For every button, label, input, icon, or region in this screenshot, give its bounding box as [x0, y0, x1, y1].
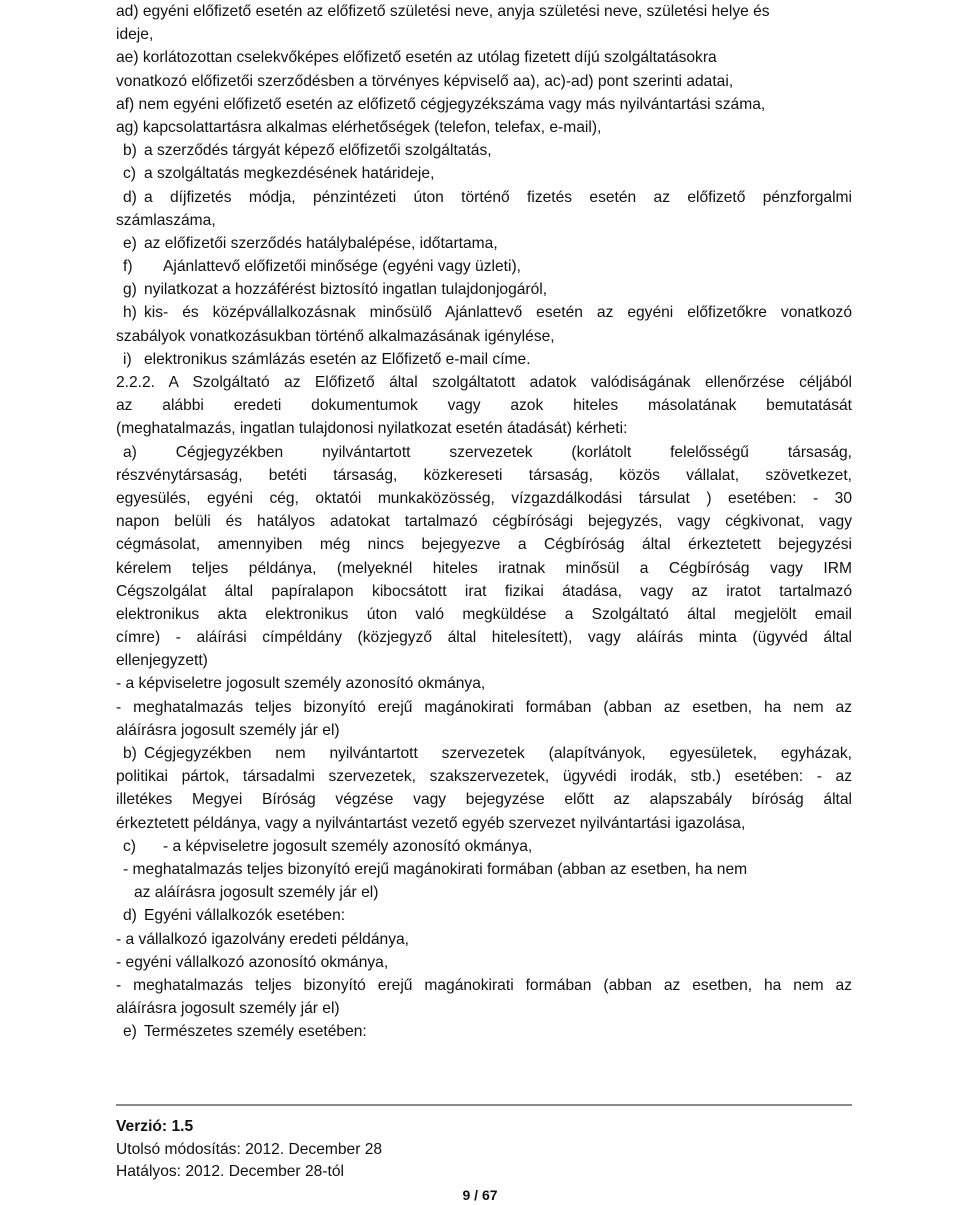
text-line: vonatkozó előfizetői szerződésben a törvényes képviselő aa), ac)-ad) pont szerinti adatai, [116, 72, 734, 90]
list-item-c [116, 162, 852, 185]
list-item-h [116, 301, 852, 324]
version-label: Verzió: 1.5 [116, 1118, 194, 1135]
text-line: ad) egyéni előfizető esetén az előfizető születési neve, anyja születési neve, születési helye és [116, 3, 770, 20]
text-line: számlaszáma, [116, 211, 216, 229]
text-line: - meghatalmazás teljes bizonyító erejű magánokirati formában (abban az esetben, ha nem az [116, 976, 852, 994]
text-line: ellenjegyzett) [116, 652, 208, 670]
text-line: szabályok vonatkozásukban történő alkalmazásának igénylése, [116, 327, 555, 345]
text-line: aláírásra jogosult személy jár el) [116, 721, 340, 739]
text-line: egyesülés, egyéni cég, oktatói munkaközösség, vízgazdálkodási társulat ) esetében: - 30 [116, 489, 852, 507]
list-text: - a képviseletre jogosult személy azonosító okmánya, [163, 837, 533, 855]
text-line: Cégszolgálat által papíralapon kibocsátott irat fizikai átadása, vagy az iratot tartalmazó [116, 582, 852, 600]
list-label: b) [123, 745, 137, 762]
list-item-i [116, 348, 852, 371]
text-line: cégmásolat, amennyiben még nincs bejegyezve a Cégbíróság által érkeztetett bejegyzési [116, 536, 852, 554]
list-label: d) [123, 188, 137, 206]
footer-divider [116, 1104, 852, 1106]
list-text: a szolgáltatás megkezdésének határideje, [144, 165, 435, 183]
list-item-b [116, 139, 852, 162]
text-line: - egyéni vállalkozó azonosító okmánya, [116, 953, 389, 971]
text-line: napon belüli és hatályos adatokat tartalmazó cégbírósági bejegyzés, vagy cégkivonat, vagy [116, 513, 852, 531]
list-label: f) [123, 258, 133, 276]
text-line: af) nem egyéni előfizető esetén az előfizető cégjegyzékszáma vagy más nyilvántartási száma, [116, 95, 766, 113]
text-line: ag) kapcsolattartásra alkalmas elérhetőségek (telefon, telefax, e-mail), [116, 118, 602, 136]
list-text: a díjfizetés módja, pénzintézeti úton történő fizetés esetén az előfizető pénzforgalmi [144, 188, 852, 206]
list-item-e2 [116, 1020, 852, 1043]
list-label: c) [123, 837, 136, 855]
text-line: - a képviseletre jogosult személy azonosító okmánya, [116, 675, 486, 693]
list-item-d [116, 186, 852, 209]
list-label: d) [123, 907, 137, 925]
page-number: 9 / 67 [462, 1187, 498, 1203]
text-line: elektronikus akta elektronikus úton való megküldése a Szolgáltató által megjelölt email [116, 605, 852, 623]
list-label: g) [123, 281, 137, 299]
text-line: az alábbi eredeti dokumentumok vagy azok hiteles másolatának bemutatását [116, 397, 852, 415]
section-2-2-2-heading: 2.2.2. A Szolgáltató az Előfizető által szolgáltatott adatok valódiságának ellenőrzése céljából [116, 374, 852, 391]
text-line: illetékes Megyei Bíróság végzése vagy bejegyzése előtt az alapszabály bíróság által [116, 791, 852, 809]
list-label: e) [123, 234, 137, 252]
list-text: elektronikus számlázás esetén az Előfizető e-mail címe. [144, 350, 531, 368]
text-line: - meghatalmazás teljes bizonyító erejű magánokirati formában (abban az esetben, ha nem az [116, 698, 852, 716]
list-item-d2 [116, 904, 852, 927]
document-body [116, 0, 852, 1043]
list-item-c2 [116, 835, 852, 858]
list-label: c) [123, 165, 136, 183]
list-label: i) [123, 350, 132, 368]
text-line: kérelem teljes példánya, (melyeknél hiteles iratnak minősül a Cégbíróság vagy IRM [116, 559, 852, 577]
text-line: részvénytársaság, betéti társaság, közkereseti társaság, közös vállalat, szövetkezet, [116, 466, 852, 484]
text-line: érkeztetett példánya, vagy a nyilvántartást vezető egyéb szervezet nyilvántartási igazolása, [116, 814, 746, 832]
list-text: Természetes személy esetében: [144, 1023, 367, 1041]
list-item-b2 [116, 742, 852, 765]
list-label: e) [123, 1023, 137, 1041]
text-line: - a vállalkozó igazolvány eredeti példánya, [116, 930, 409, 948]
text-line: címre) - aláírási címpéldány (közjegyző által hitelesített), vagy aláírás minta (ügyvéd által [116, 629, 852, 647]
list-text: nyilatkozat a hozzáférést biztosító ingatlan tulajdonjogáról, [144, 281, 548, 299]
list-text: Cégjegyzékben nem nyilvántartott szervezetek (alapítványok, egyesületek, egyházak, [144, 745, 852, 762]
text-line: aláírásra jogosult személy jár el) [116, 1000, 340, 1018]
list-text: Egyéni vállalkozók esetében: [144, 907, 346, 925]
list-item-e [116, 232, 852, 255]
list-text: kis- és középvállalkozásnak minősülő Ajánlattevő esetén az egyéni előfizetőkre vonatkozó [144, 304, 852, 322]
list-text: Ajánlattevő előfizetői minősége (egyéni vagy üzleti), [163, 258, 521, 276]
text-line: a) Cégjegyzékben nyilvántartott szervezetek (korlátolt felelősségű társaság, [123, 443, 852, 461]
text-line: ideje, [116, 26, 154, 44]
text-line: ae) korlátozottan cselekvőképes előfizető esetén az utólag fizetett díjú szolgáltatásokra [116, 49, 717, 67]
text-line: (meghatalmazás, ingatlan tulajdonosi nyilatkozat esetén átadását) kérheti: [116, 420, 628, 438]
list-item-g [116, 278, 852, 301]
list-item-f [116, 255, 852, 278]
list-text: a szerződés tárgyát képező előfizetői szolgáltatás, [144, 142, 492, 160]
text-line: az aláírásra jogosult személy jár el) [134, 884, 379, 902]
list-label: b) [123, 142, 137, 160]
last-modified-label: Utolsó módosítás: 2012. December 28 [116, 1140, 383, 1158]
page-footer [116, 1116, 852, 1184]
list-text: az előfizetői szerződés hatálybalépése, időtartama, [144, 234, 498, 252]
text-line: politikai pártok, társadalmi szervezetek, szakszervezetek, ügyvédi irodák, stb.) esetében: - az [116, 768, 852, 786]
text-line: - meghatalmazás teljes bizonyító erejű magánokirati formában (abban az esetben, ha nem [123, 860, 748, 878]
list-label: h) [123, 304, 137, 322]
effective-date-label: Hatályos: 2012. December 28-tól [116, 1163, 344, 1180]
